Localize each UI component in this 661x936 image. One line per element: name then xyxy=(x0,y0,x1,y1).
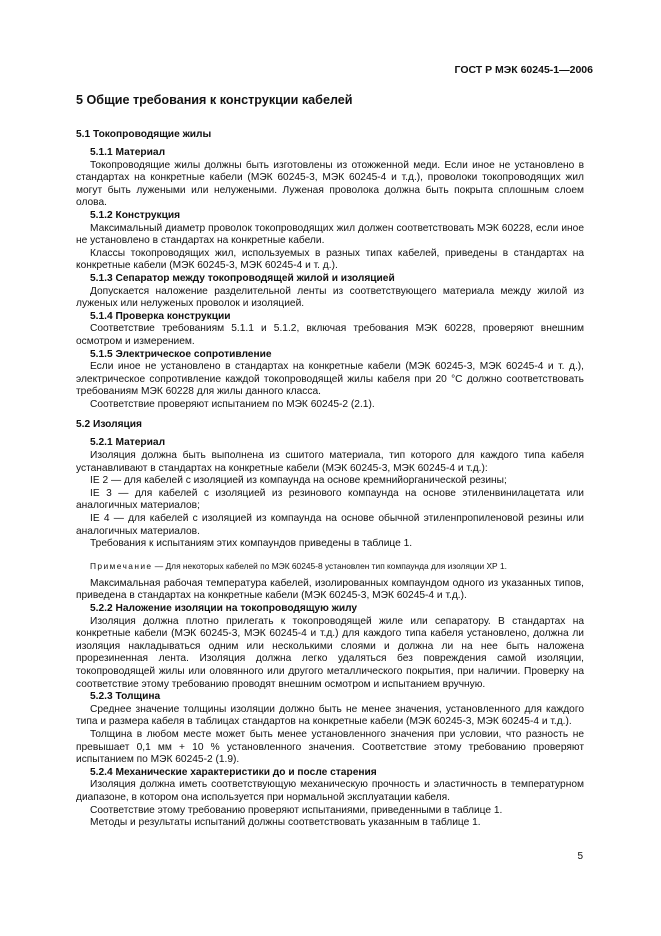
paragraph: Толщина в любом месте может быть менее установленного значения при условии, что разность не превышает 0,1 мм + 10 % установленного значения. Соответствие этому требованию проверяют испытанием по МЭК 60245-2 (1.9). xyxy=(76,728,584,766)
section-5-1-heading: 5.1 Токопроводящие жилы xyxy=(76,129,212,140)
section-5-heading: 5 Общие требования к конструкции кабелей xyxy=(76,93,353,107)
paragraph: Допускается наложение разделительной ленты из соответствующего материала между жилой из луженых или нелуженых проволок и изоляцией. xyxy=(76,285,584,310)
paragraph: Соответствие этому требованию проверяют испытаниями, приведенными в таблице 1. xyxy=(90,804,503,816)
standard-header: ГОСТ Р МЭК 60245-1—2006 xyxy=(454,64,593,76)
page-number: 5 xyxy=(577,851,583,862)
paragraph: Изоляция должна быть выполнена из сшитого материала, тип которого для каждого типа кабеля устанавливают в стандартах на конкретные кабели (МЭК 60245-3, МЭК 60245-4 и т.д.): xyxy=(76,450,584,474)
section-5-1-4-heading: 5.1.4 Проверка конструкции xyxy=(90,310,231,322)
section-5-2-2-heading: 5.2.2 Наложение изоляции на токопроводящую жилу xyxy=(90,603,358,614)
paragraph: Классы токопроводящих жил, используемых в разных типах кабелей, приведены в стандартах на конкретные кабели (МЭК 60245-3, МЭК 60245-4 и т. д.). xyxy=(76,247,584,272)
paragraph: Методы и результаты испытаний должны соответствовать указанным в таблице 1. xyxy=(90,817,481,829)
list-item: IE 3 — для кабелей с изоляцией из резинового компаунда на основе этиленвинилацетата или аналогичных материалов; xyxy=(76,487,584,512)
paragraph: Токопроводящие жилы должны быть изготовлены из отожженной меди. Если иное не установлено в стандартах на конкретные кабели (МЭК 60245-3, МЭК 60245-4 и т.д.), проволоки токопроводящих жил могут быть лужеными или нелужеными. Луженая проволока должна быть покрыта сплошным слоем олова. xyxy=(76,159,584,209)
note-text: — Для некоторых кабелей по МЭК 60245-8 установлен тип компаунда для изоляции ХР 1. xyxy=(152,560,507,571)
section-5-2-heading: 5.2 Изоляция xyxy=(76,419,142,431)
paragraph: Требования к испытаниям этих компаундов приведены в таблице 1. xyxy=(90,538,413,550)
section-5-1-2-heading: 5.1.2 Конструкция xyxy=(90,209,181,221)
paragraph: Среднее значение толщины изоляции должно быть не менее значения, установленного для каждого типа и размера кабеля в таблицах стандартов на конкретные кабели (МЭК 60245-3, МЭК 60245-4 и т.д.). xyxy=(76,703,584,728)
paragraph: Соответствие требованиям 5.1.1 и 5.1.2, включая требования МЭК 60228, проверяют внешним осмотром и измерением. xyxy=(76,323,584,347)
section-5-2-4-heading: 5.2.4 Механические характеристики до и после старения xyxy=(90,766,377,778)
section-5-2-1-heading: 5.2.1 Материал xyxy=(90,437,166,449)
paragraph: Соответствие проверяют испытанием по МЭК 60245-2 (2.1). xyxy=(90,398,375,410)
paragraph: Если иное не установлено в стандартах на конкретные кабели (МЭК 60245-3, МЭК 60245-4 и т. д.), электрическое сопротивление каждой токопроводящей жилы кабеля при 20 °С должно соответствовать требованиям МЭК 60228 для жилы данного класса. xyxy=(76,361,584,398)
note xyxy=(76,560,584,572)
section-5-1-1-heading: 5.1.1 Материал xyxy=(90,147,166,158)
list-item: IE 4 — для кабелей с изоляцией из компаунда на основе обычной этиленпропиленовой резины или аналогичных материалов. xyxy=(76,513,584,537)
section-5-2-3-heading: 5.2.3 Толщина xyxy=(90,691,161,703)
section-5-1-3-heading: 5.1.3 Сепаратор между токопроводящей жилой и изоляцией xyxy=(90,272,395,284)
page-content xyxy=(76,93,584,830)
section-5-1-5-heading: 5.1.5 Электрическое сопротивление xyxy=(90,348,272,360)
list-item: IE 2 — для кабелей с изоляцией из компаунда на основе кремнийорганической резины; xyxy=(90,475,507,487)
note-label: Примечание xyxy=(90,560,153,571)
paragraph: Максимальный диаметр проволок токопроводящих жил должен соответствовать МЭК 60228, если иное не установлено в стандартах на конкретные кабели. xyxy=(76,222,584,247)
paragraph: Изоляция должна плотно прилегать к токопроводящей жиле или сепаратору. В стандартах на конкретные кабели (МЭК 60245-3, МЭК 60245-4 и т.д.) для каждого типа кабеля установлено, должна ли изоляция накладываться одним или несколькими слоями и должна ли на нее быть наложена прорезиненная лента. Изоляция должна легко удаляться без повреждения самой изоляции, токопроводящей жилы или оловянного или другого металлического покрытия, при наличии. Проверку на соответствие этому требованию проводят внешним осмотром и испытанием вручную. xyxy=(76,615,584,690)
paragraph: Изоляция должна иметь соответствующую механическую прочность и эластичность в температурном диапазоне, в котором она используется при нормальной эксплуатации кабеля. xyxy=(76,779,584,803)
paragraph: Максимальная рабочая температура кабелей, изолированных компаундом одного из указанных типов, приведена в стандартах на конкретные кабели (МЭК 60245-3, МЭК 60245-4 и т.д.). xyxy=(76,577,584,602)
